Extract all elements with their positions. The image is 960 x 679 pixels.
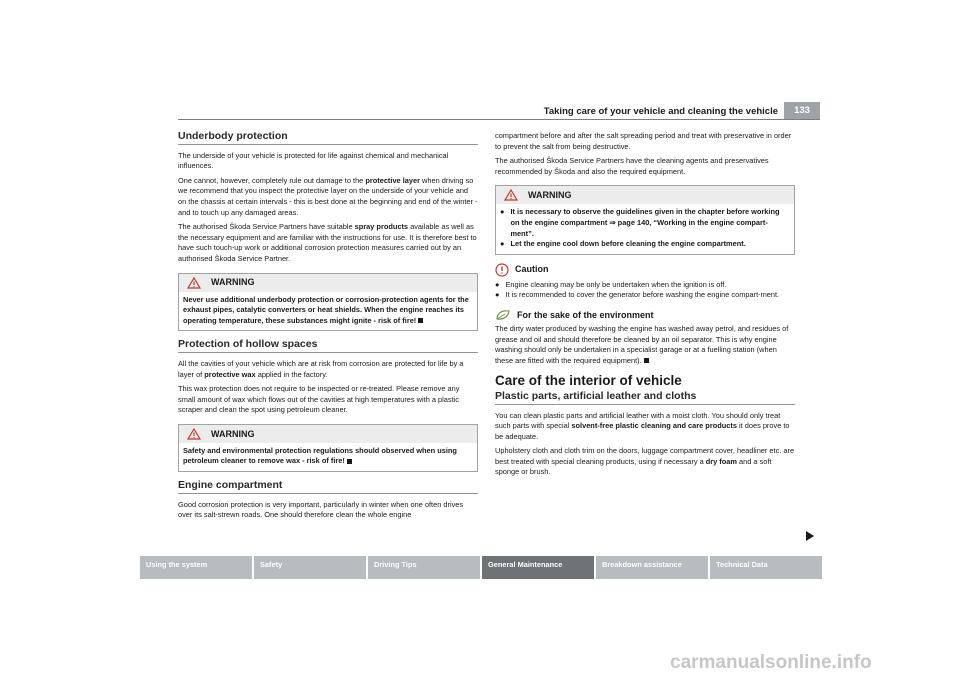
footer-tab-technical-data[interactable]: Technical Data <box>710 556 822 579</box>
list-item: ● It is necessary to observe the guidelines given in the chapter before working on the engine compartment ⇒ page 140, “Working in the engine compart-ment”. <box>500 207 780 238</box>
footer-tab-driving-tips[interactable]: Driving Tips <box>368 556 480 579</box>
footer-nav <box>140 556 822 579</box>
warning-heading: WARNING <box>211 277 255 288</box>
footer-tab-breakdown-assistance[interactable]: Breakdown assistance <box>596 556 708 579</box>
environment-leaf-icon <box>495 309 511 321</box>
paragraph: All the cavities of your vehicle which are at risk from corrosion are protected for life by a layer of protective wax applied in the factory. <box>178 358 464 379</box>
next-page-arrow-icon[interactable] <box>806 531 814 541</box>
chapter-title: Care of the interior of vehicle <box>495 373 682 389</box>
warning-text: Never use additional underbody protection or corrosion-protection agents for the exhaust pipes, catalytic converters or heat shields. When the engine reaches its operating temperature, these substances might ignite - risk of fire! <box>183 294 469 325</box>
section-title-engine-compartment: Engine compartment <box>178 480 478 494</box>
warning-box <box>178 273 478 332</box>
paragraph: Good corrosion protection is very important, particularly in winter when one often drives over its salt-strewn roads. One should therefore clean the whole engine <box>178 499 464 520</box>
right-column <box>495 131 795 482</box>
bullet-icon: ● <box>500 207 505 217</box>
section-title-hollow-spaces: Protection of hollow spaces <box>178 339 478 353</box>
section-title-underbody: Underbody protection <box>178 131 478 145</box>
bullet-icon: ● <box>495 279 500 289</box>
header-divider <box>178 119 820 120</box>
watermark-text: carmanualsonline.info <box>670 652 872 673</box>
end-of-section-mark <box>347 459 352 464</box>
section-title-plastic-parts: Plastic parts, artificial leather and cloths <box>495 391 795 405</box>
warning-box <box>495 185 795 254</box>
page-number: 133 <box>784 102 820 119</box>
warning-heading: WARNING <box>528 190 572 201</box>
paragraph: The authorised Škoda Service Partners have suitable spray products available as well as the necessary equipment and are familiar with the instructions for use. It is therefore best to have such touch-up work or additional corrosion protection measures carried out by an authorised Škoda Service Partner. <box>178 222 477 263</box>
paragraph: This wax protection does not require to be inspected or re-treated. Please remove any small amount of wax which flows out of the cavities at high temperatures with a plastic scraper and clean the spot using petroleum cleaner. <box>178 384 460 415</box>
environment-heading-row <box>495 309 795 321</box>
warning-triangle-icon <box>187 428 201 440</box>
paragraph: You can clean plastic parts and artificial leather with a moist cloth. You should only treat such parts with special solvent-free plastic cleaning and care products it does prove to be adequate. <box>495 410 790 441</box>
caution-heading: Caution <box>515 264 549 275</box>
caution-heading-row <box>495 263 795 277</box>
paragraph: The authorised Škoda Service Partners have the cleaning agents and preservatives recommended by Škoda and also the required equipment. <box>495 156 769 176</box>
left-column <box>178 131 478 525</box>
warning-triangle-icon <box>187 277 201 289</box>
paragraph: The underside of your vehicle is protected for life against chemical and mechanical influences. <box>178 150 449 171</box>
caution-icon <box>495 263 509 277</box>
list-item: ● It is recommended to cover the generator before washing the engine compart-ment. <box>495 290 780 300</box>
warning-heading: WARNING <box>211 428 255 439</box>
bullet-icon: ● <box>495 290 500 300</box>
footer-tab-general-maintenance[interactable]: General Maintenance <box>482 556 594 579</box>
warning-box <box>178 424 478 472</box>
paragraph: One cannot, however, completely rule out damage to the protective layer when driving so we recommend that you inspect the protective layer on the underside of your vehicle and on the chassis at certain intervals - this is best done at the beginning and end of the winter - and to touch up any damaged areas. <box>178 175 478 217</box>
running-header-title: Taking care of your vehicle and cleaning the vehicle <box>543 106 778 117</box>
paragraph: The dirty water produced by washing the engine has washed away petrol, and residues of grease and oil and should therefore be cleaned by an oil separator. This is why engine washing should only be undertaken in a specialist garage or at a fuelling station (when these are fitted with the required equipment). <box>495 323 789 365</box>
footer-tab-using-the-system[interactable]: Using the system <box>140 556 252 579</box>
end-of-section-mark <box>644 358 649 363</box>
end-of-section-mark <box>418 318 423 323</box>
footer-tab-safety[interactable]: Safety <box>254 556 366 579</box>
paragraph: compartment before and after the salt spreading period and treat with preservative in order to prevent the salt from being destructive. <box>495 131 792 151</box>
paragraph: Upholstery cloth and cloth trim on the doors, luggage compartment cover, headliner etc. are best treated with special cleaning products, using if necessary a dry foam and a soft sponge or brush. <box>495 446 795 477</box>
warning-text: Safety and environmental protection regulations should observed when using petroleum cleaner to remove wax - risk of fire! <box>183 445 457 466</box>
environment-heading: For the sake of the environment <box>517 309 654 320</box>
bullet-icon: ● <box>500 239 505 249</box>
list-item: ● Let the engine cool down before cleaning the engine compartment. <box>500 239 746 249</box>
warning-triangle-icon <box>504 189 518 201</box>
list-item: ● Engine cleaning may be only be undertaken when the ignition is off. <box>495 279 727 289</box>
